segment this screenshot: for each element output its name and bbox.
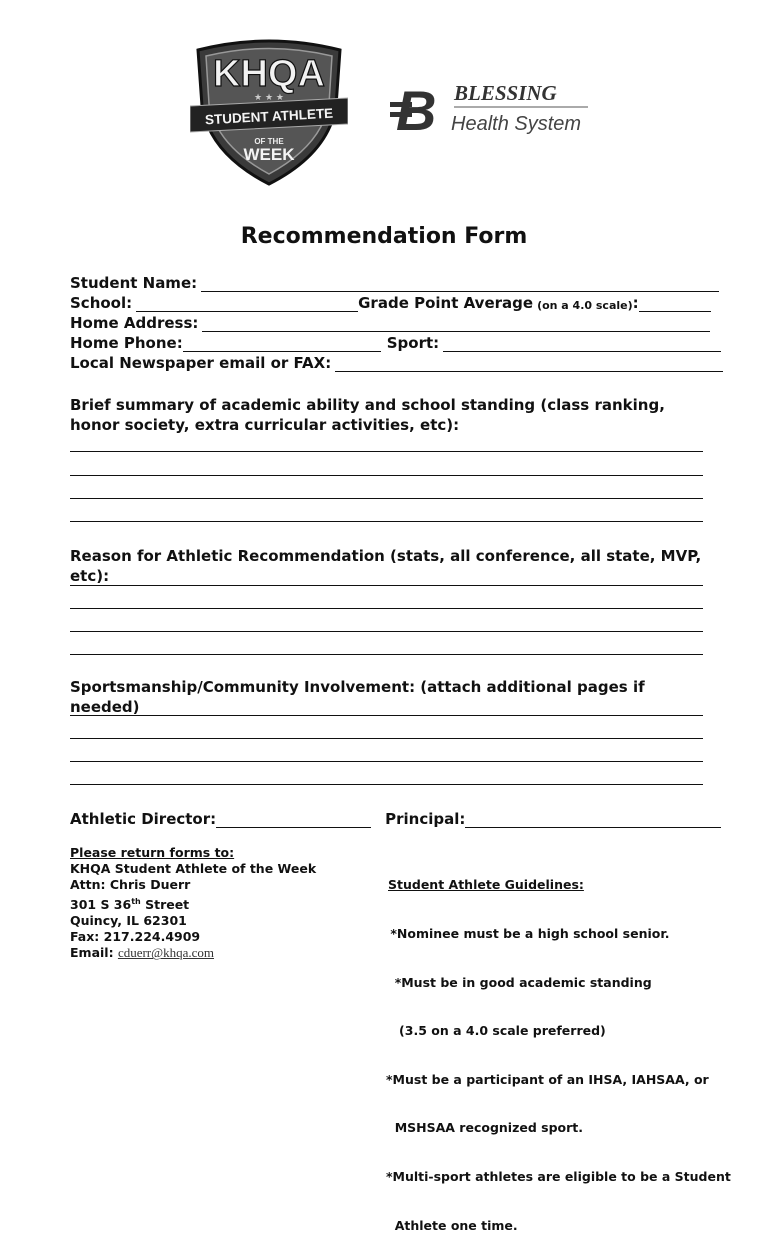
guideline-item: *Must be in good academic standing xyxy=(386,974,652,990)
return-line: Attn: Chris Duerr xyxy=(70,877,191,893)
return-info xyxy=(70,845,316,962)
athletic-director-field[interactable] xyxy=(216,813,371,828)
sportsmanship-prompt: Sportsmanship/Community Involvement: (attach additional pages if needed) xyxy=(70,678,645,716)
khqa-logo-of-the: OF THE xyxy=(254,137,284,146)
street-post: Street xyxy=(140,896,190,912)
home-phone-field[interactable] xyxy=(183,337,381,352)
academic-prompt: Brief summary of academic ability and school standing (class ranking, honor society, extra curricular activities, etc): xyxy=(70,396,665,434)
home-phone-row xyxy=(70,334,721,352)
home-address-field[interactable] xyxy=(202,317,710,332)
newspaper-row xyxy=(70,354,723,372)
academic-line[interactable] xyxy=(70,475,703,476)
home-address-row xyxy=(70,314,710,332)
athletic-line[interactable] xyxy=(70,608,703,609)
blessing-health-logo xyxy=(390,80,600,140)
form-title: Recommendation Form xyxy=(240,224,528,249)
academic-line[interactable] xyxy=(70,451,703,452)
guideline-item: Athlete one time. xyxy=(386,1217,518,1233)
guideline-item: *Multi-sport athletes are eligible to be a Student xyxy=(386,1169,731,1185)
gpa-field[interactable] xyxy=(639,297,711,312)
newspaper-label: Local Newspaper email or FAX: xyxy=(70,354,332,372)
signature-row xyxy=(70,810,721,828)
return-line: Fax: 217.224.4909 xyxy=(70,929,201,945)
guidelines-heading: Student Athlete Guidelines: xyxy=(388,877,584,893)
blessing-logo-line2: Health System xyxy=(451,113,582,135)
gpa-colon: : xyxy=(632,294,639,312)
school-row xyxy=(70,294,711,312)
return-heading: Please return forms to: xyxy=(70,845,235,860)
return-street xyxy=(70,894,316,913)
athletic-line[interactable] xyxy=(70,631,703,632)
home-address-label: Home Address: xyxy=(70,314,199,332)
blessing-logo-line1: BLESSING xyxy=(454,81,557,105)
stars-icon: ★ ★ ★ xyxy=(254,93,284,103)
return-line: Quincy, IL 62301 xyxy=(70,912,187,928)
khqa-logo-name: KHQA xyxy=(213,53,325,95)
sportsmanship-line[interactable] xyxy=(70,761,703,762)
academic-line[interactable] xyxy=(70,521,703,522)
principal-label: Principal: xyxy=(385,810,466,828)
athletic-line[interactable] xyxy=(70,654,703,655)
sportsmanship-line[interactable] xyxy=(70,784,703,785)
blessing-logo-mark: B xyxy=(396,80,437,140)
student-name-field[interactable] xyxy=(201,277,719,292)
gpa-note: (on a 4.0 scale) xyxy=(537,299,633,312)
khqa-student-athlete-logo xyxy=(190,36,348,186)
school-field[interactable] xyxy=(136,297,358,312)
student-name-label: Student Name: xyxy=(70,274,198,292)
guideline-item: *Must be a participant of an IHSA, IAHSAA, or xyxy=(386,1071,709,1087)
return-email xyxy=(70,945,316,961)
sport-label: Sport: xyxy=(386,334,440,352)
academic-line[interactable] xyxy=(70,498,703,499)
khqa-logo-week: WEEK xyxy=(243,145,295,164)
athletic-prompt: Reason for Athletic Recommendation (stats, all conference, all state, MVP, etc): xyxy=(70,547,702,585)
guideline-item: (3.5 on a 4.0 scale preferred) xyxy=(386,1023,606,1039)
home-phone-label: Home Phone: xyxy=(70,334,183,352)
student-name-row xyxy=(70,274,719,292)
email-label: Email: xyxy=(70,945,114,961)
principal-field[interactable] xyxy=(465,813,721,828)
newspaper-field[interactable] xyxy=(335,357,723,372)
athletic-line[interactable] xyxy=(70,585,703,586)
street-sup: th xyxy=(131,896,141,906)
email-link[interactable]: cduerr@khqa.com xyxy=(117,945,215,961)
sport-field[interactable] xyxy=(443,337,721,352)
guideline-item: MSHSAA recognized sport. xyxy=(386,1120,583,1136)
guideline-item: *Nominee must be a high school senior. xyxy=(386,926,670,942)
sportsmanship-line[interactable] xyxy=(70,738,703,739)
guidelines xyxy=(386,845,731,1250)
gpa-label: Grade Point Average xyxy=(358,294,534,312)
return-line: KHQA Student Athlete of the Week xyxy=(70,861,317,877)
street-pre: 301 S 36 xyxy=(70,896,132,912)
sportsmanship-line[interactable] xyxy=(70,715,703,716)
school-label: School: xyxy=(70,294,133,312)
khqa-logo-band: STUDENT ATHLETE xyxy=(204,105,334,128)
athletic-director-label: Athletic Director: xyxy=(70,810,217,828)
